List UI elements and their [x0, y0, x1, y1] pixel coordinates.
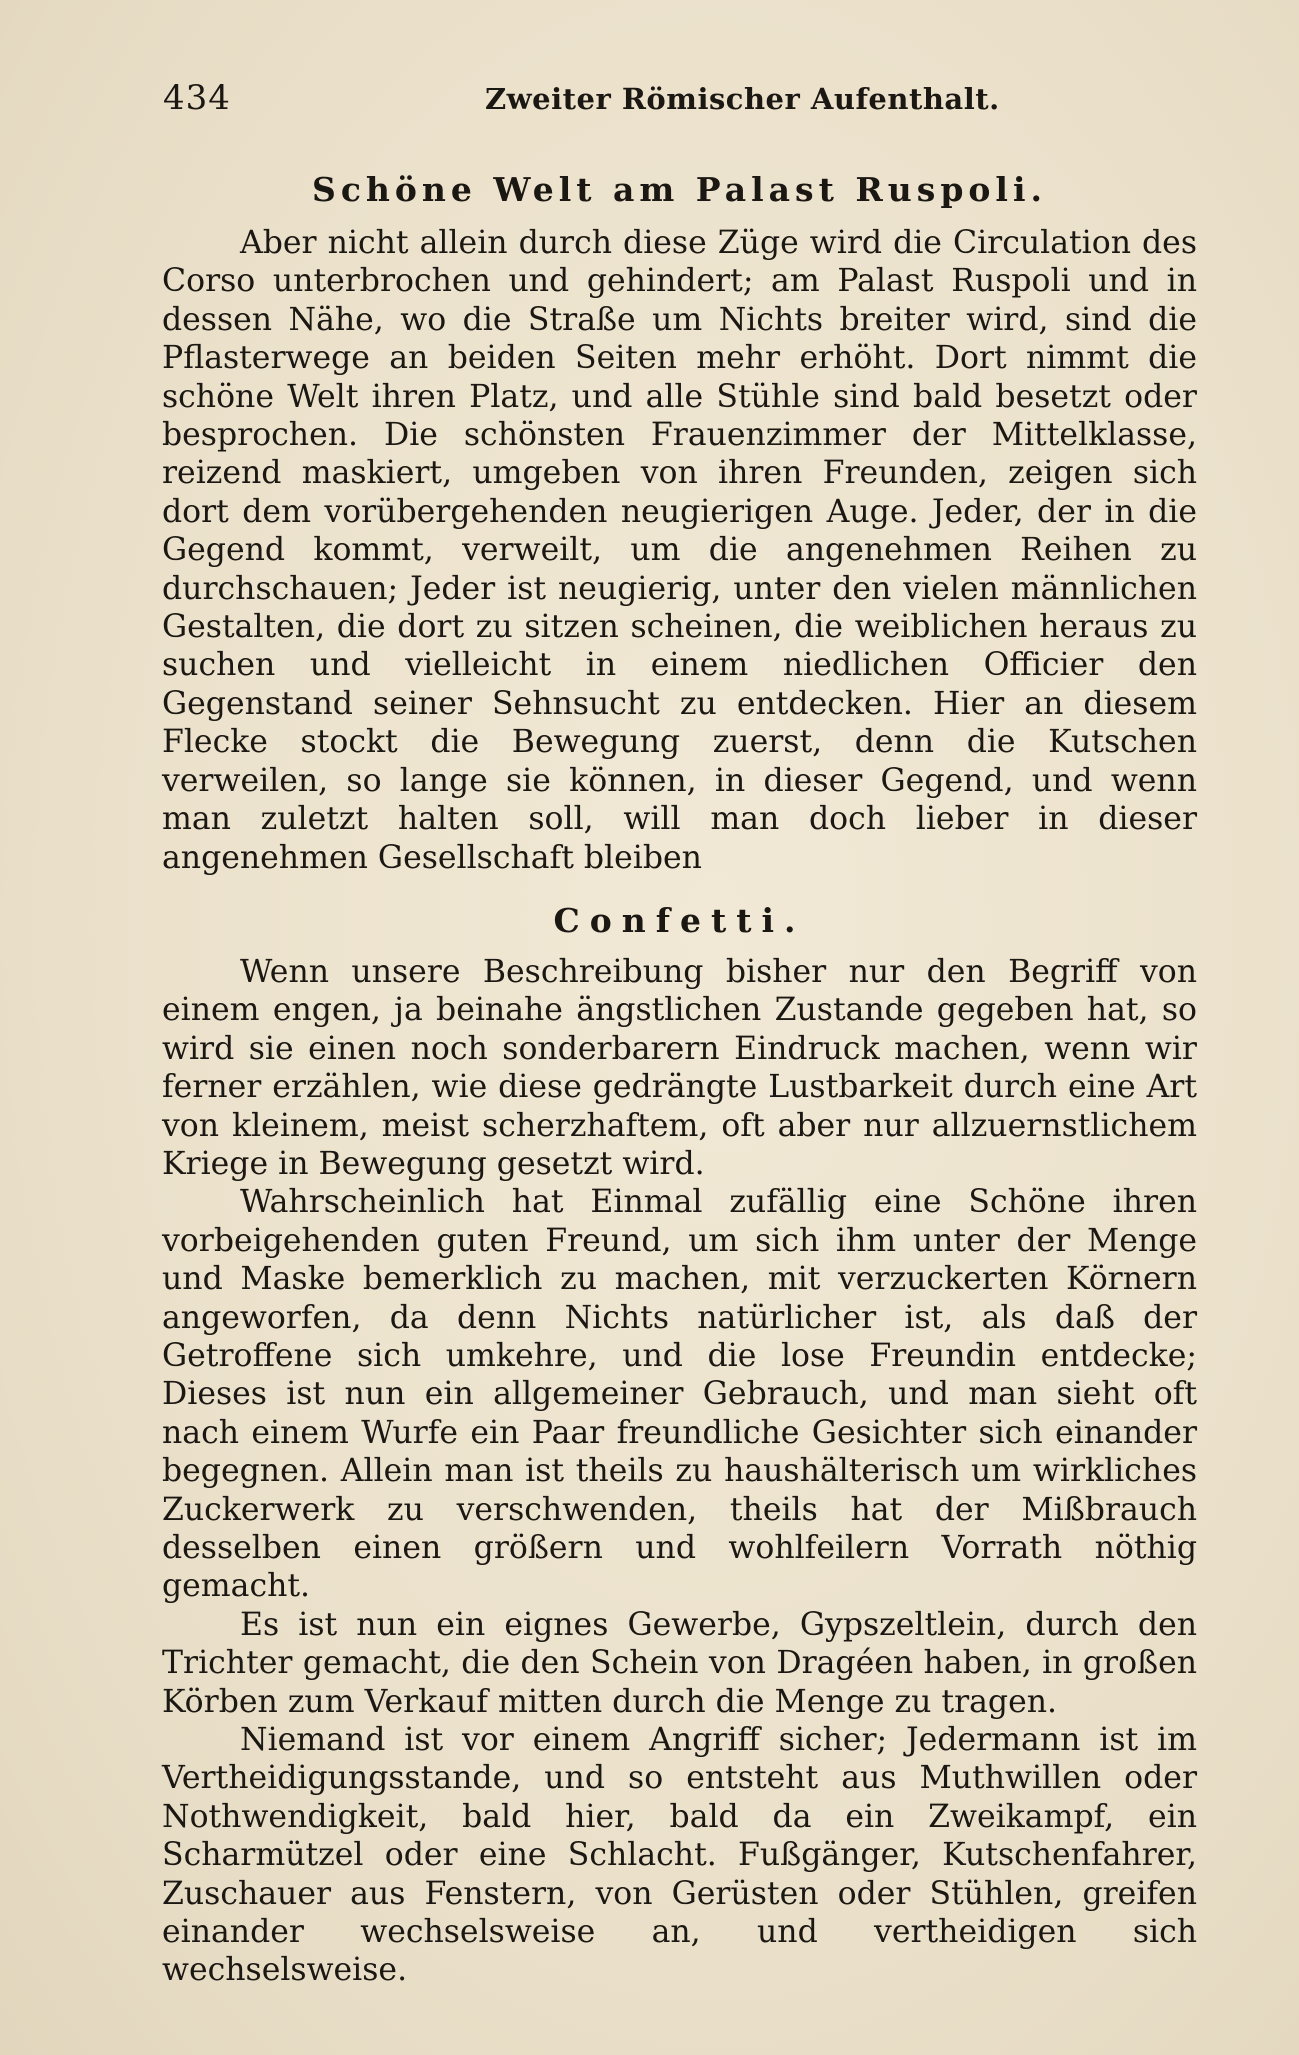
paragraph: Wahrscheinlich hat Einmal zufällig eine Schöne ihren vorbeigehenden guten Freund, um sich ihm unter der Menge und Maske bemerklich zu machen, mit verzuckerten Körnern angeworfen, da denn Nichts natürlicher ist, als daß der Getroffene sich umkehre, und die lose Freundin entdecke; Dieses ist nun ein allgemeiner Gebrauch, und man sieht oft nach einem Wurfe ein Paar freundliche Gesichter sich einander begegnen. Allein man ist theils zu haushälterisch um wirkliches Zuckerwerk zu verschwenden, theils hat der Mißbrauch desselben einen größern und wohlfeilern Vorrath nöthig gemacht.: [162, 1184, 1197, 1605]
paragraph: Wenn unsere Beschreibung bisher nur den Begriff von einem engen, ja beinahe ängstlichen Zustande gegeben hat, so wird sie einen noch sonderbarern Eindruck machen, wenn wir ferner erzählen, wie diese gedrängte Lustbarkeit durch eine Art von kleinem, meist scherzhaftem, oft aber nur allzuernstlichem Kriege in Bewegung gesetzt wird.: [162, 953, 1197, 1182]
page-number: 434: [163, 78, 231, 118]
paragraph: Es ist nun ein eignes Gewerbe, Gypszeltlein, durch den Trichter gemacht, die den Schein von Dragéen haben, in großen Körben zum Verkauf mitten durch die Menge zu tragen.: [162, 1606, 1197, 1720]
section-heading-confetti: Confetti.: [553, 900, 806, 940]
paragraph: Aber nicht allein durch diese Züge wird die Circulation des Corso unterbrochen und gehindert; am Palast Ruspoli und in dessen Nähe, wo die Straße um Nichts breiter wird, sind die Pflasterwege an beiden Seiten mehr erhöht. Dort nimmt die schöne Welt ihren Platz, und alle Stühle sind bald besetzt oder besprochen. Die schönsten Frauenzimmer der Mittelklasse, reizend maskiert, umgeben von ihren Freunden, zeigen sich dort dem vorübergehenden neugierigen Auge. Jeder, der in die Gegend kommt, verweilt, um die angenehmen Reihen zu durchschauen; Jeder ist neugierig, unter den vielen männlichen Gestalten, die dort zu sitzen scheinen, die weiblichen heraus zu suchen und vielleicht in einem niedlichen Officier den Gegenstand seiner Sehnsucht zu entdecken. Hier an diesem Flecke stockt die Bewegung zuerst, denn die Kutschen verweilen, so lange sie können, in dieser Gegend, und wenn man zuletzt halten soll, will man doch lieber in dieser angenehmen Gesellschaft bleiben: [162, 225, 1197, 876]
page-header: [163, 78, 1193, 128]
page-body: [162, 168, 1197, 1990]
paragraph: Niemand ist vor einem Angriff sicher; Jedermann ist im Vertheidigungsstande, und so entsteht aus Muthwillen oder Nothwendigkeit, bald hier, bald da ein Zweikampf, ein Scharmützel oder eine Schlacht. Fußgänger, Kutschenfahrer, Zuschauer aus Fenstern, von Gerüsten oder Stühlen, greifen einander wechselsweise an, und vertheidigen sich wechselsweise.: [162, 1722, 1197, 1989]
running-head: Zweiter Römischer Aufenthalt.: [485, 82, 1000, 116]
section-heading-schoene-welt: Schöne Welt am Palast Ruspoli.: [311, 170, 1047, 209]
